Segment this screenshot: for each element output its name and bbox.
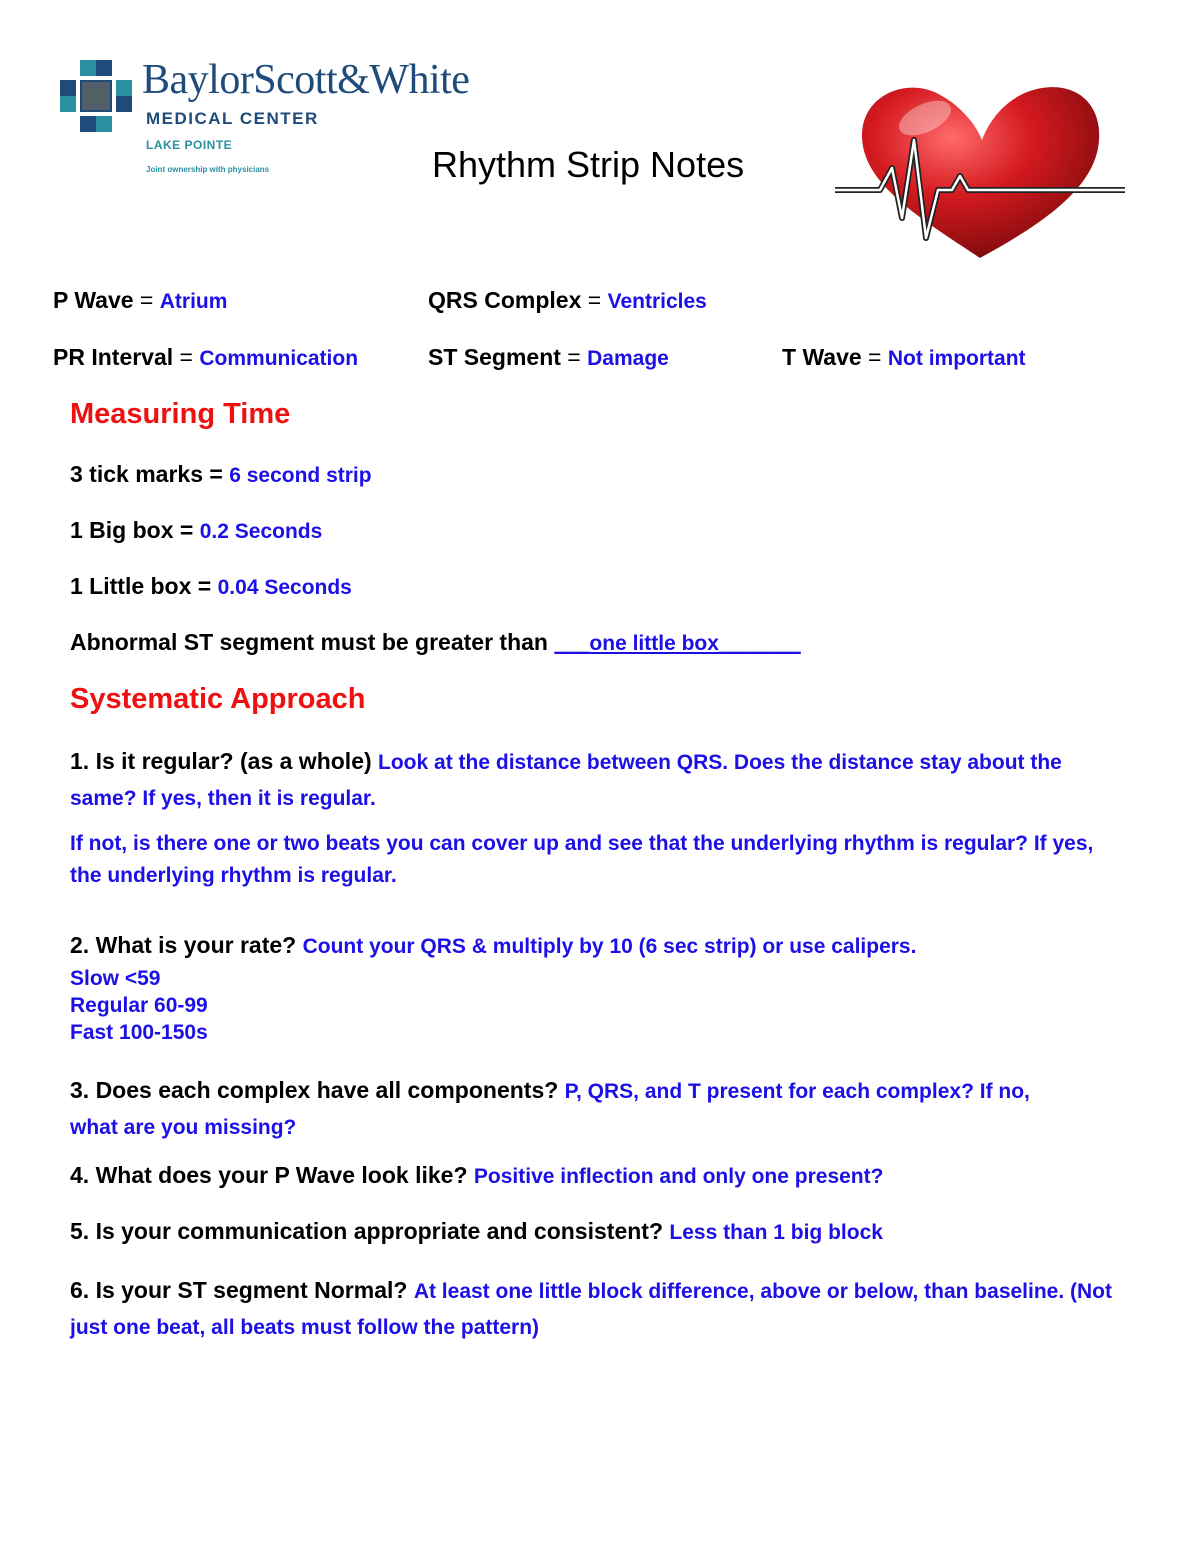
measure-big-box bbox=[70, 517, 322, 544]
measure-abnormal-st bbox=[70, 629, 801, 656]
def-value: Damage bbox=[587, 347, 669, 370]
question-answer: At least one little block difference, above or below, than baseline. (Not just one beat, all beats must follow the pattern) bbox=[70, 1280, 1113, 1339]
def-eq: = bbox=[861, 344, 888, 370]
def-term: T Wave bbox=[782, 344, 862, 370]
measure-label: 1 Little box = bbox=[70, 573, 218, 599]
def-qrs bbox=[428, 287, 707, 314]
logo-subtitle: MEDICAL CENTER bbox=[146, 109, 319, 128]
def-term: P Wave bbox=[53, 287, 134, 313]
measuring-heading: Measuring Time bbox=[70, 398, 291, 430]
question-2 bbox=[70, 929, 1150, 965]
def-eq: = bbox=[133, 287, 160, 313]
question-text: 4. What does your P Wave look like? bbox=[70, 1162, 474, 1188]
rate-fast: Fast 100-150s bbox=[70, 1021, 208, 1044]
question-1 bbox=[70, 744, 1130, 818]
def-t-wave bbox=[782, 344, 1026, 371]
def-eq: = bbox=[581, 287, 608, 313]
approach-heading: Systematic Approach bbox=[70, 683, 366, 715]
page-title: Rhythm Strip Notes bbox=[432, 144, 745, 185]
def-p-wave bbox=[53, 287, 227, 314]
question-answer: P, QRS, and T present for each complex? If no, what are you missing? bbox=[70, 1080, 1030, 1139]
question-answer: Look at the distance between QRS. Does the distance stay about the same? If yes, then it is regular. bbox=[70, 751, 1062, 810]
question-text: 2. What is your rate? bbox=[70, 932, 303, 958]
question-text: 1. Is it regular? (as a whole) bbox=[70, 748, 379, 774]
question-text: 3. Does each complex have all components? bbox=[70, 1077, 565, 1103]
question-5 bbox=[70, 1218, 883, 1245]
measure-little-box bbox=[70, 573, 352, 600]
logo-name: BaylorScott&White bbox=[142, 57, 470, 103]
question-answer: Positive inflection and only one present? bbox=[473, 1165, 884, 1188]
question-text: 5. Is your communication appropriate and consistent? bbox=[70, 1218, 670, 1244]
def-term: PR Interval bbox=[53, 344, 174, 370]
question-3 bbox=[70, 1073, 1070, 1147]
def-eq: = bbox=[173, 344, 200, 370]
def-value: Ventricles bbox=[607, 290, 707, 313]
question-answer: Count your QRS & multiply by 10 (6 sec strip) or use calipers. bbox=[302, 935, 917, 958]
question-6 bbox=[70, 1273, 1130, 1347]
blank-line: _______ bbox=[718, 632, 801, 655]
def-eq: = bbox=[560, 344, 588, 370]
rate-slow: Slow <59 bbox=[70, 967, 161, 990]
measure-ticks bbox=[70, 461, 372, 488]
question-4 bbox=[70, 1162, 883, 1189]
rate-regular: Regular 60-99 bbox=[70, 994, 208, 1017]
cross-logo-icon bbox=[58, 58, 134, 134]
rate-list bbox=[70, 965, 208, 1046]
def-term: QRS Complex bbox=[428, 287, 582, 313]
def-value: Atrium bbox=[159, 290, 228, 313]
question-text: 6. Is your ST segment Normal? bbox=[70, 1277, 414, 1303]
def-value: Communication bbox=[199, 347, 359, 370]
measure-value: 0.04 Seconds bbox=[217, 576, 352, 599]
measure-label: 3 tick marks = bbox=[70, 461, 230, 487]
def-value: Not important bbox=[887, 347, 1026, 370]
def-term: ST Segment bbox=[428, 344, 561, 370]
logo-tagline: Joint ownership with physicians bbox=[146, 165, 270, 174]
def-pr bbox=[53, 344, 358, 371]
measure-label: Abnormal ST segment must be greater than bbox=[70, 629, 555, 655]
blank-line: ___ bbox=[554, 632, 590, 655]
def-st bbox=[428, 344, 669, 371]
question-1-extra: If not, is there one or two beats you can cover up and see that the underlying rhythm is regular? If yes, the underlying rhythm is regular. bbox=[70, 832, 1094, 887]
heart-ecg-icon bbox=[830, 68, 1130, 273]
question-answer: Less than 1 big block bbox=[669, 1221, 883, 1244]
logo-location: LAKE POINTE bbox=[146, 138, 233, 152]
measure-value: 0.2 Seconds bbox=[199, 520, 323, 543]
measure-value: one little box bbox=[589, 632, 719, 655]
measure-value: 6 second strip bbox=[229, 464, 372, 487]
measure-label: 1 Big box = bbox=[70, 517, 200, 543]
